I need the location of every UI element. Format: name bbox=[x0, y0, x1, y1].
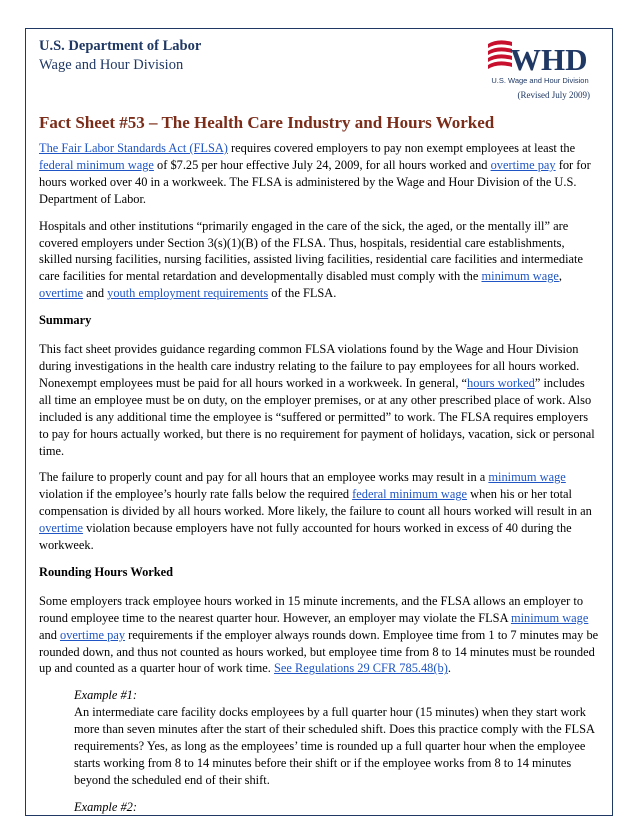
overtime-pay-link-2[interactable]: overtime pay bbox=[60, 627, 126, 642]
fact-sheet-body bbox=[39, 140, 599, 826]
intro-text-3: for for hours worked over 40 in a workweek. The FLSA is administered by the Wage and Hour Division of the U.S. Department of Labor. bbox=[39, 157, 591, 206]
summary-paragraph-1 bbox=[39, 341, 599, 459]
overtime-link[interactable]: overtime bbox=[39, 286, 84, 301]
example-1 bbox=[74, 687, 599, 788]
intro-paragraph bbox=[39, 140, 599, 208]
hospitals-text-1: Hospitals and other institutions “primarily engaged in the care of the sick, the aged, or the mentally ill” are covered employers under Section 3(s)(1)(B) of the FLSA. Thus, hospitals, residential care establishments, skilled nursing facilities, nursing facilities, assisted living facilities, residential care facilities and intermediate care facilities for mental retardation and developmentally disabled must comply with the bbox=[39, 218, 583, 284]
hospitals-text-3: and bbox=[83, 286, 108, 301]
page-title: Fact Sheet #53 – The Health Care Industry and Hours Worked bbox=[39, 113, 495, 132]
summary-paragraph-2 bbox=[39, 469, 599, 554]
summary-text-5: when his or her total compensation is divided by all hours worked. More likely, the failure to count all hours worked will result in an bbox=[39, 487, 592, 519]
example-2-label: Example #2: bbox=[74, 799, 137, 814]
minimum-wage-link-3[interactable]: minimum wage bbox=[510, 610, 589, 625]
overtime-pay-link[interactable]: overtime pay bbox=[490, 157, 556, 172]
rounding-heading: Rounding Hours Worked bbox=[39, 564, 174, 579]
federal-minimum-wage-link-2[interactable]: federal minimum wage bbox=[352, 487, 468, 502]
flag-stripes bbox=[488, 40, 512, 69]
division-name: Wage and Hour Division bbox=[39, 57, 184, 73]
revision-date: (Revised July 2009) bbox=[517, 90, 590, 100]
example-2 bbox=[74, 799, 599, 816]
summary-heading: Summary bbox=[39, 313, 92, 328]
summary-text-2: ” includes all time an employee must be on duty, on the employer premises, or at any other prescribed place of work. Also included is any additional time the employee is “suffered or permitted” to work. The FLSA requires employers to pay for hours actually worked, but there is no requirement for payment of holidays, vacation, sick or personal time. bbox=[39, 375, 595, 458]
minimum-wage-link[interactable]: minimum wage bbox=[481, 269, 559, 284]
logo-subtitle: U.S. Wage and Hour Division bbox=[491, 76, 589, 85]
minimum-wage-link-2[interactable]: minimum wage bbox=[488, 470, 566, 485]
rounding-text-1: Some employers track employee hours worked in 15 minute increments, and the FLSA allows an employer to round employee time to the nearest quarter hour. However, an employer may violate the FLSA bbox=[39, 593, 584, 625]
rounding-text-2: and bbox=[39, 627, 60, 642]
department-name: U.S. Department of Labor bbox=[39, 38, 202, 54]
summary-text-6: violation because employers have not fully accounted for hours worked in excess of 40 during the workweek. bbox=[39, 521, 572, 553]
regulations-link[interactable]: See Regulations 29 CFR 785.48(b) bbox=[274, 661, 448, 676]
rounding-paragraph bbox=[39, 593, 599, 678]
hospitals-paragraph bbox=[39, 218, 599, 303]
example-1-text: An intermediate care facility docks employees by a full quarter hour (15 minutes) when they start work more than seven minutes after the start of their scheduled shift. Does this practice comply with the FLSA requirements? Yes, as long as the employees’ time is rounded up a full quarter hour when the employee starts working from 8 to 14 minutes before their shift or if the employee works from 8 to 14 minutes beyond the scheduled end of their shift. bbox=[74, 705, 595, 787]
hospitals-text-2: , bbox=[558, 269, 563, 284]
logo-text: WHD bbox=[510, 42, 588, 77]
intro-text-2: of $7.25 per hour effective July 24, 2009, for all hours worked and bbox=[153, 157, 491, 172]
summary-text-4: violation if the employee’s hourly rate falls below the required bbox=[39, 487, 353, 502]
hospitals-text-4: of the FLSA. bbox=[268, 286, 337, 301]
department-header bbox=[39, 37, 201, 75]
summary-text-1: This fact sheet provides guidance regarding common FLSA violations found by the Wage and Hour Division during investigations in the health care industry relating to the failure to pay employees for all hours worked. Nonexempt employees must be paid for all hours worked in a workweek. In general, “ bbox=[39, 342, 580, 390]
example-1-label: Example #1: bbox=[74, 688, 137, 703]
youth-employment-link[interactable]: youth employment requirements bbox=[107, 286, 269, 301]
hours-worked-link[interactable]: hours worked bbox=[467, 375, 535, 390]
rounding-text-3: requirements if the employer always rounds down. Employee time from 1 to 7 minutes may be rounded down, and thus not counted as hours worked, but employee time from 8 to 14 minutes must be rounded up and counted as a quarter hour of work time. bbox=[39, 627, 599, 676]
summary-text-3: The failure to properly count and pay for all hours that an employee works may result in a bbox=[39, 470, 489, 485]
overtime-link-2[interactable]: overtime bbox=[39, 521, 84, 536]
intro-text-1: requires covered employers to pay non exempt employees at least the bbox=[227, 141, 576, 155]
flsa-link[interactable]: The Fair Labor Standards Act (FLSA) bbox=[39, 141, 228, 155]
federal-minimum-wage-link[interactable]: federal minimum wage bbox=[39, 157, 154, 172]
rounding-text-4: . bbox=[447, 661, 451, 676]
